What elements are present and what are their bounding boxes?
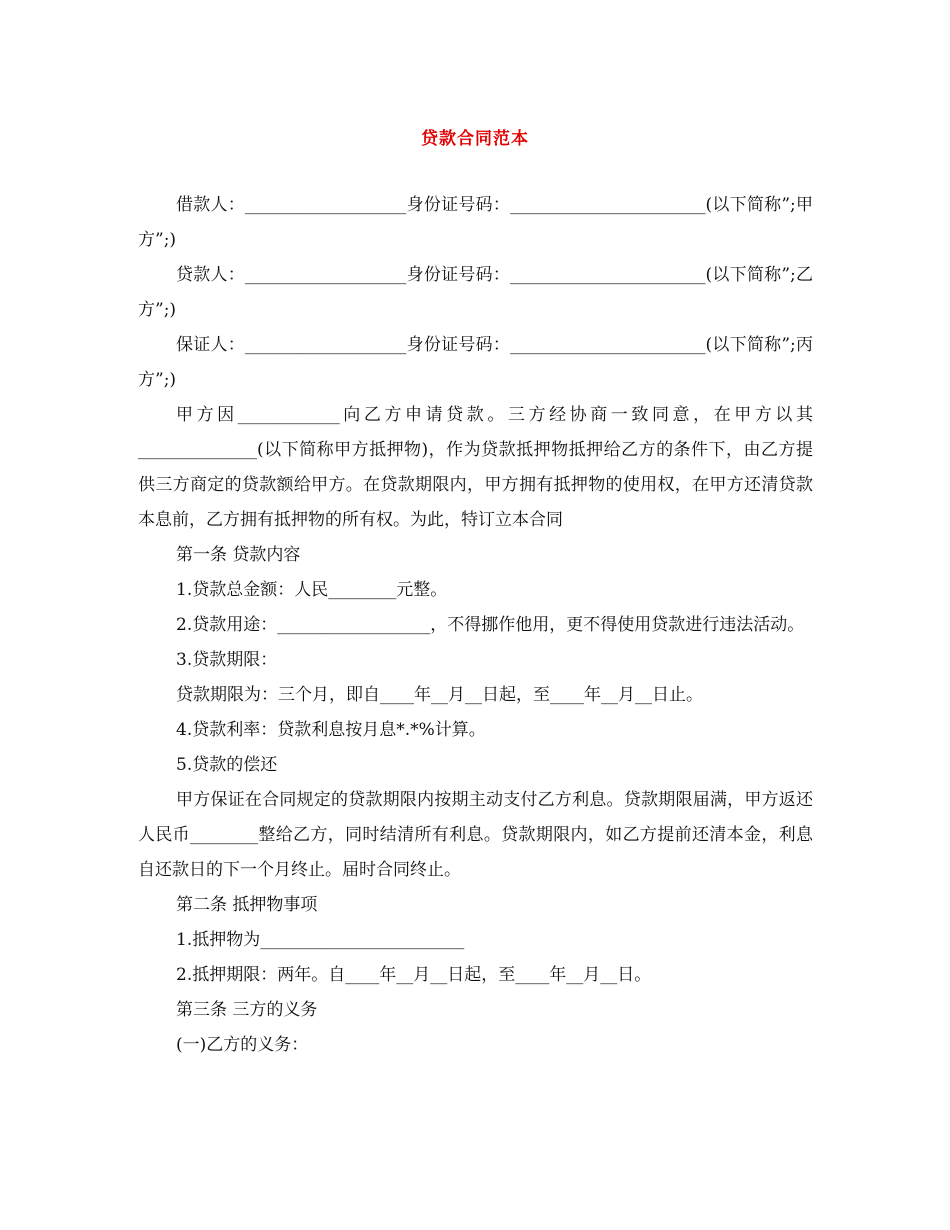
lender-line: 贷款人：___________________身份证号码：_______________________(以下简称”;乙方”;) bbox=[138, 265, 813, 320]
interest-rate-clause: 4.贷款利率：贷款利息按月息*.*%计算。 bbox=[176, 720, 486, 740]
collateral-clause: 1.抵押物为________________________ bbox=[176, 930, 465, 950]
guarantor-line: 保证人：___________________身份证号码：_______________________(以下简称”;丙方”;) bbox=[138, 335, 813, 390]
article-1-heading: 第一条 贷款内容 bbox=[176, 545, 301, 565]
document-body bbox=[138, 188, 813, 1063]
loan-amount-clause: 1.贷款总金额：人民________元整。 bbox=[176, 580, 448, 600]
article-3-heading: 第三条 三方的义务 bbox=[176, 1000, 318, 1020]
lender-duties-heading: (一)乙方的义务： bbox=[176, 1035, 309, 1055]
loan-term-heading: 3.贷款期限： bbox=[176, 650, 278, 670]
pledge-term-clause: 2.抵押期限：两年。自____年__月__日起，至____年__月__日。 bbox=[176, 965, 652, 985]
loan-term-clause: 贷款期限为：三个月，即自____年__月__日起，至____年__月__日止。 bbox=[176, 685, 703, 705]
repayment-clause: 甲方保证在合同规定的贷款期限内按期主动支付乙方利息。贷款期限届满，甲方返还人民币________整给乙方，同时结清所有利息。贷款期限内，如乙方提前还清本金，利息自还款日的下一个月终止。届时合同终止。 bbox=[138, 790, 813, 880]
preamble-paragraph: 甲方因____________向乙方申请贷款。三方经协商一致同意，在甲方以其______________(以下简称甲方抵押物)，作为贷款抵押物抵押给乙方的条件下，由乙方提供三方商定的贷款额给甲方。在贷款期限内，甲方拥有抵押物的使用权，在甲方还清贷款本息前，乙方拥有抵押物的所有权。为此，特订立本合同 bbox=[138, 405, 813, 530]
loan-purpose-clause: 2.贷款用途：__________________，不得挪作他用，更不得使用贷款进行违法活动。 bbox=[176, 615, 805, 635]
borrower-line: 借款人：___________________身份证号码：_______________________(以下简称”;甲方”;) bbox=[138, 195, 813, 250]
document-title: 贷款合同范本 bbox=[421, 129, 529, 149]
repayment-heading: 5.贷款的偿还 bbox=[176, 755, 278, 775]
article-2-heading: 第二条 抵押物事项 bbox=[176, 895, 318, 915]
